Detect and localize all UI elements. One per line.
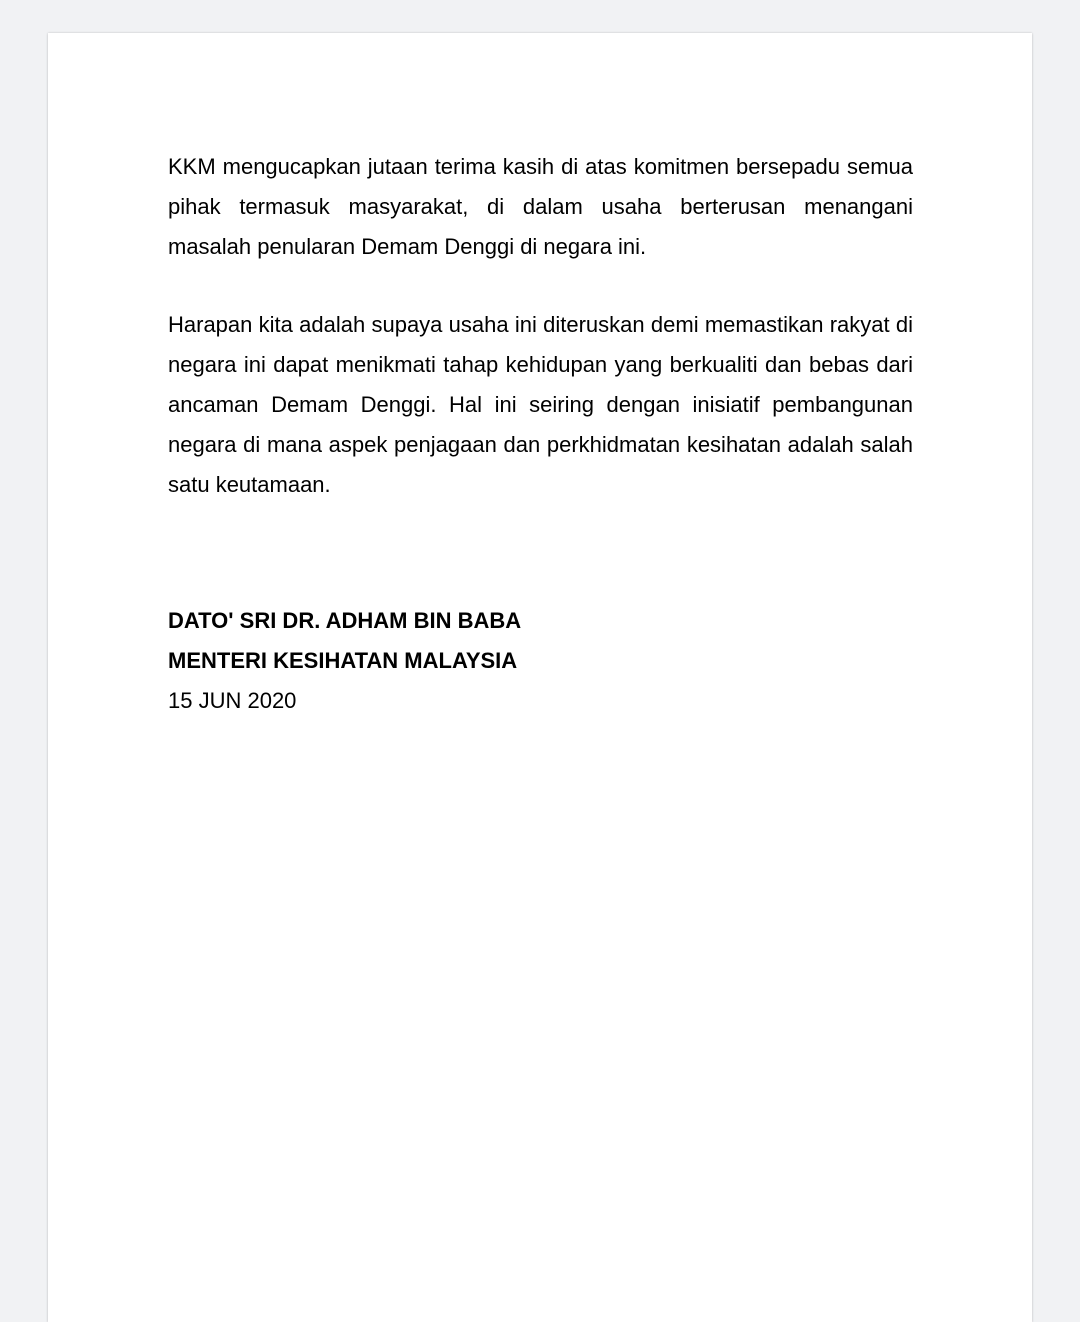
signature-block <box>168 601 913 721</box>
page-content <box>168 147 913 721</box>
paragraph-hope: Harapan kita adalah supaya usaha ini diteruskan demi memastikan rakyat di negara ini dapat menikmati tahap kehidupan yang berkualiti dan bebas dari ancaman Demam Denggi. Hal ini seiring dengan inisiatif pembangunan negara di mana aspek penjagaan dan perkhidmatan kesihatan adalah salah satu keutamaan. <box>168 312 913 497</box>
signatory-title: MENTERI KESIHATAN MALAYSIA <box>168 648 518 673</box>
signature-date: 15 JUN 2020 <box>168 688 297 713</box>
document-page <box>48 33 1032 1322</box>
signatory-name: DATO' SRI DR. ADHAM BIN BABA <box>168 608 522 633</box>
paragraph-gratitude: KKM mengucapkan jutaan terima kasih di atas komitmen bersepadu semua pihak termasuk masyarakat, di dalam usaha berterusan menangani masalah penularan Demam Denggi di negara ini. <box>168 154 913 259</box>
